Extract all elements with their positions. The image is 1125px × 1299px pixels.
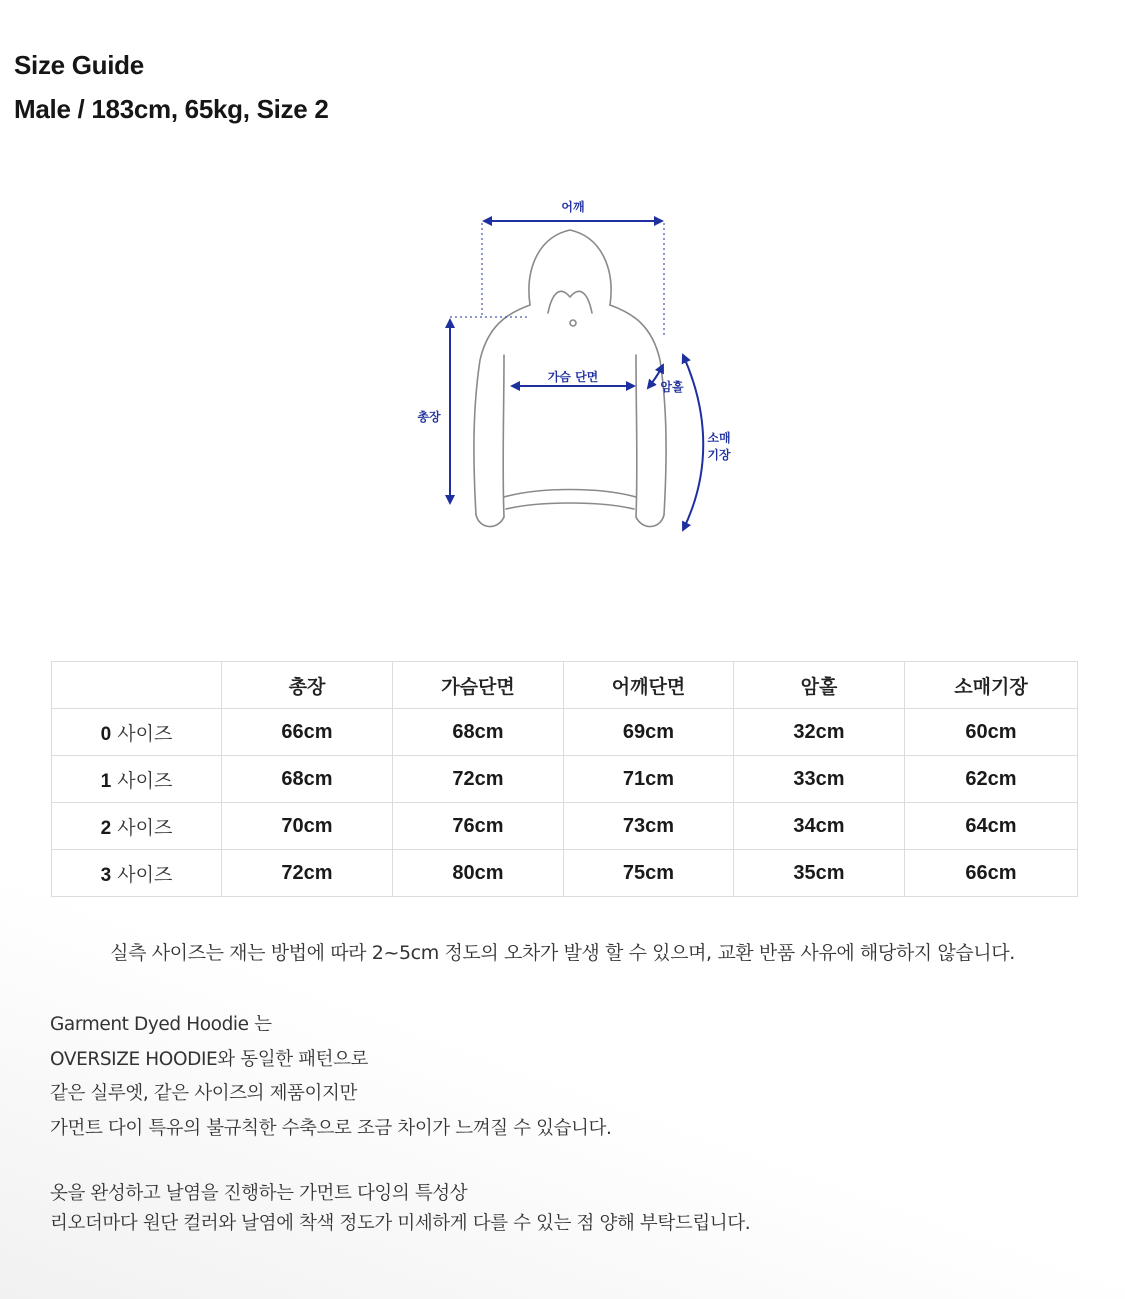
header-cell-sleeve: 소매기장: [905, 662, 1078, 709]
table-cell: 32cm: [734, 709, 905, 756]
row-size-suffix: 사이즈: [117, 722, 173, 745]
row-size-number: 1: [100, 770, 112, 792]
row-size-number: 3: [100, 864, 112, 886]
row-label: [52, 803, 222, 850]
description-line: 가먼트 다이 특유의 불규칙한 수축으로 조금 차이가 느껴질 수 있습니다.: [50, 1117, 612, 1139]
table-cell: 33cm: [734, 756, 905, 803]
table-cell: 64cm: [905, 803, 1078, 850]
table-cell: 76cm: [393, 803, 564, 850]
chest-label: 가슴 단면: [547, 370, 599, 384]
description-paragraph-1: [50, 1008, 611, 1146]
table-cell: 66cm: [905, 850, 1078, 897]
measurement-diagram: [380, 185, 780, 555]
row-size-suffix: 사이즈: [117, 863, 173, 886]
header-cell-empty: [52, 662, 222, 709]
row-label: [52, 756, 222, 803]
header-cell-shoulder: 어깨단면: [564, 662, 734, 709]
row-size-number: 0: [100, 723, 112, 745]
description-line: OVERSIZE HOODIE와 동일한 패턴으로: [50, 1048, 369, 1070]
header-cell-length: 총장: [222, 662, 393, 709]
description-line: 리오더마다 원단 컬러와 날염에 착색 정도가 미세하게 다를 수 있는 점 양해 부탁드립니다.: [50, 1213, 751, 1234]
model-info: Male / 183cm, 65kg, Size 2: [14, 94, 329, 124]
table-cell: 34cm: [734, 803, 905, 850]
row-size-number: 2: [100, 817, 112, 839]
page-title: Size Guide: [14, 50, 144, 80]
table-cell: 60cm: [905, 709, 1078, 756]
length-label: 총장: [417, 410, 441, 424]
table-cell: 73cm: [564, 803, 734, 850]
measurement-notice: 실측 사이즈는 재는 방법에 따라 2~5cm 정도의 오차가 발생 할 수 있으며, 교환 반품 사유에 해당하지 않습니다.: [110, 942, 1015, 964]
row-label: [52, 850, 222, 897]
row-size-suffix: 사이즈: [117, 816, 173, 839]
description-line: Garment Dyed Hoodie 는: [50, 1014, 272, 1035]
table-cell: 35cm: [734, 850, 905, 897]
table-cell: 75cm: [564, 850, 734, 897]
table-row: [52, 709, 1078, 756]
table-row: [52, 756, 1078, 803]
armhole-label: 암홀: [660, 380, 684, 394]
size-table: [51, 661, 1078, 897]
table-cell: 70cm: [222, 803, 393, 850]
table-cell: 66cm: [222, 709, 393, 756]
description-paragraph-2: [50, 1179, 750, 1239]
sleeve-label-line2: 기장: [707, 448, 731, 462]
table-cell: 68cm: [393, 709, 564, 756]
table-cell: 68cm: [222, 756, 393, 803]
table-row: [52, 850, 1078, 897]
table-header-row: [52, 662, 1078, 709]
table-cell: 72cm: [393, 756, 564, 803]
guide-lines: [450, 223, 664, 335]
table-cell: 69cm: [564, 709, 734, 756]
description-line: 옷을 완성하고 날염을 진행하는 가먼트 다잉의 특성상: [50, 1183, 468, 1204]
table-cell: 80cm: [393, 850, 564, 897]
table-cell: 72cm: [222, 850, 393, 897]
shoulder-label: 어깨: [561, 200, 585, 214]
sleeve-arrow: [683, 355, 703, 530]
sleeve-label-line1: 소매: [707, 431, 731, 445]
table-row: [52, 803, 1078, 850]
table-cell: 62cm: [905, 756, 1078, 803]
table-cell: 71cm: [564, 756, 734, 803]
row-label: [52, 709, 222, 756]
description-line: 같은 실루엣, 같은 사이즈의 제품이지만: [50, 1083, 357, 1104]
header-cell-armhole: 암홀: [734, 662, 905, 709]
header-cell-chest: 가슴단면: [393, 662, 564, 709]
row-size-suffix: 사이즈: [117, 769, 173, 792]
hoodie-outline-icon: [380, 185, 780, 555]
